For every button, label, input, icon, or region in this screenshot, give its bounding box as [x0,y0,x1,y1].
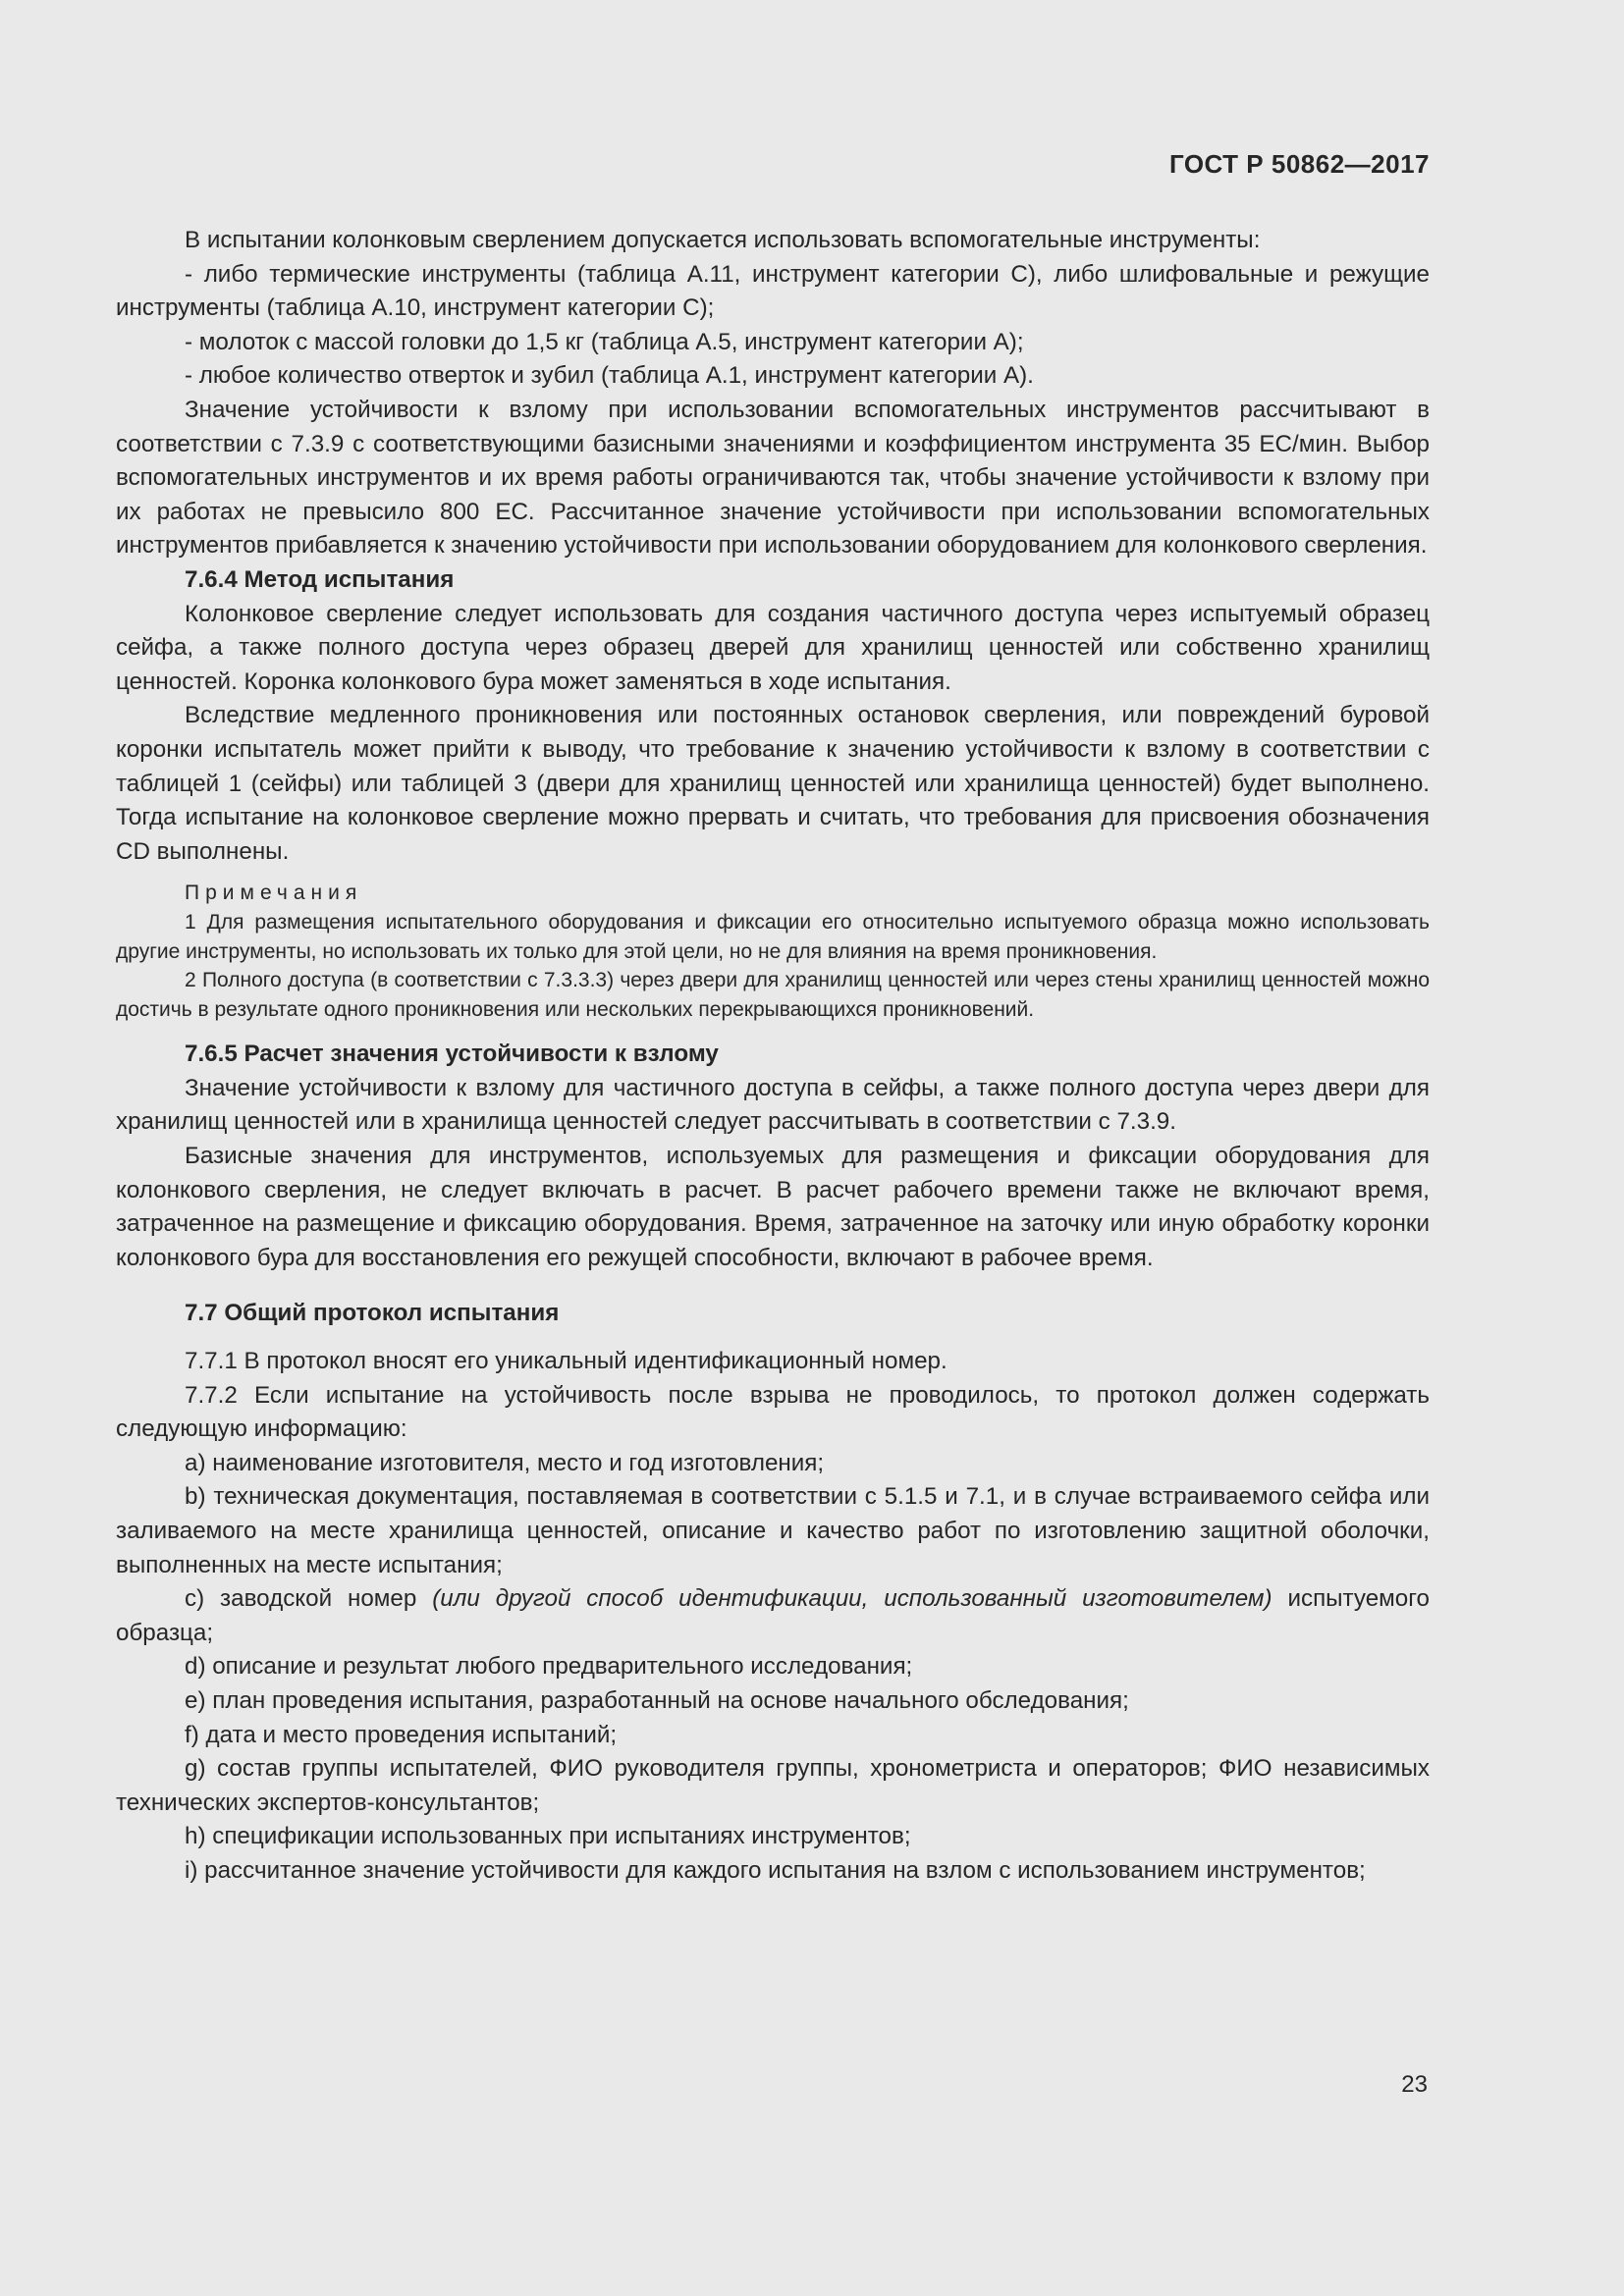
list-item: - любое количество отверток и зубил (таблица А.1, инструмент категории А). [185,362,1034,390]
document-body [116,224,1430,1889]
list-item: a) наименование изготовителя, место и год изготовления; [185,1449,825,1476]
note: 1 Для размещения испытательного оборудования и фиксации его относительно испытуемого образца можно использовать другие инструменты, но использовать их только для этой цели, но не для влияния на время проникновения. [116,911,1430,963]
list-item: d) описание и результат любого предварительного исследования; [185,1653,913,1681]
list-item: h) спецификации использованных при испытаниях инструментов; [185,1823,911,1850]
section-heading: 7.7 Общий протокол испытания [185,1300,560,1327]
paragraph: Значение устойчивости к взлому для частичного доступа в сейфы, а также полного доступа через двери для хранилищ ценностей или в хранилища ценностей следует рассчитывать в соответствии с 7.3.9. [116,1074,1430,1136]
list-item: g) состав группы испытателей, ФИО руководителя группы, хронометриста и операторов; ФИО независимых технических экспертов-консультантов; [116,1755,1430,1816]
list-item: f) дата и место проведения испытаний; [185,1721,618,1748]
list-item: b) техническая документация, поставляемая в соответствии с 5.1.5 и 7.1, и в случае встраиваемого сейфа или заливаемого на месте хранилища ценностей, описание и качество работ по изготовлению защитной оболочки, выполненных на месте испытания; [116,1483,1430,1578]
list-item: - либо термические инструменты (таблица А.11, инструмент категории С), либо шлифовальные и режущие инструменты (таблица А.10, инструмент категории С); [116,260,1430,322]
paragraph: Вследствие медленного проникновения или постоянных остановок сверления, или повреждений буровой коронки испытатель может прийти к выводу, что требование к значению устойчивости к взлому в соответствии с таблицей 1 (сейфы) или таблицей 3 (двери для хранилищ ценностей или хранилища ценностей) будет выполнено. Тогда испытание на колонковое сверление можно прервать и считать, что требования для присвоения обозначения CD выполнены. [116,702,1430,865]
page-number: 23 [1401,2071,1428,2098]
list-item-text: c) заводской номер [185,1585,433,1613]
list-item: - молоток с массой головки до 1,5 кг (таблица А.5, инструмент категории А); [185,328,1024,355]
section-heading: 7.6.5 Расчет значения устойчивости к взлому [185,1041,719,1068]
document-header: ГОСТ Р 50862—2017 [1168,149,1430,179]
list-item-text: испытуемого образца; [116,1585,1431,1646]
paragraph: 7.7.2 Если испытание на устойчивость после взрыва не проводилось, то протокол должен содержать следующую информацию: [116,1381,1430,1443]
paragraph: Колонковое сверление следует использовать для создания частичного доступа через испытуемый образец сейфа, а также полного доступа через образец дверей для хранилищ ценностей или собственно хранилищ ценностей. Коронка колонкового бура может заменяться в ходе испытания. [116,600,1430,695]
list-item [116,1582,1430,1650]
paragraph: В испытании колонковым сверлением допускается использовать вспомогательные инструменты: [185,227,1261,253]
list-item: i) рассчитанное значение устойчивости для каждого испытания на взлом с использованием инструментов; [185,1856,1366,1884]
notes-title: Примечания [185,881,363,905]
paragraph: 7.7.1 В протокол вносят его уникальный идентификационный номер. [185,1348,947,1375]
paragraph: Значение устойчивости к взлому при использовании вспомогательных инструментов рассчитывают в соответствии с 7.3.9 с соответствующими базисными значениями и коэффициентом инструмента 35 ЕС/мин. Выбор вспомогательных инструментов и их время работы ограничиваются так, чтобы значение устойчивости к взлому при их работах не превысило 800 ЕС. Рассчитанное значение устойчивости при использовании вспомогательных инструментов прибавляется к значению устойчивости при использовании оборудованием для колонкового сверления. [116,396,1430,560]
paragraph: Базисные значения для инструментов, используемых для размещения и фиксации оборудования для колонкового сверления, не следует включать в расчет. В расчет рабочего времени также не включают время, затраченное на размещение и фиксацию оборудования. Время, затраченное на заточку или иную обработку коронки колонкового бура для восстановления его режущей способности, включают в рабочее время. [116,1143,1430,1271]
note: 2 Полного доступа (в соответствии с 7.3.3.3) через двери для хранилищ ценностей или через стены хранилищ ценностей можно достичь в результате одного проникновения или нескольких перекрывающихся проникновений. [116,969,1430,1021]
list-item: e) план проведения испытания, разработанный на основе начального обследования; [185,1686,1129,1714]
section-heading: 7.6.4 Метод испытания [185,565,455,593]
list-item-italic-text: (или другой способ идентификации, использованный изготовителем) [432,1585,1272,1613]
